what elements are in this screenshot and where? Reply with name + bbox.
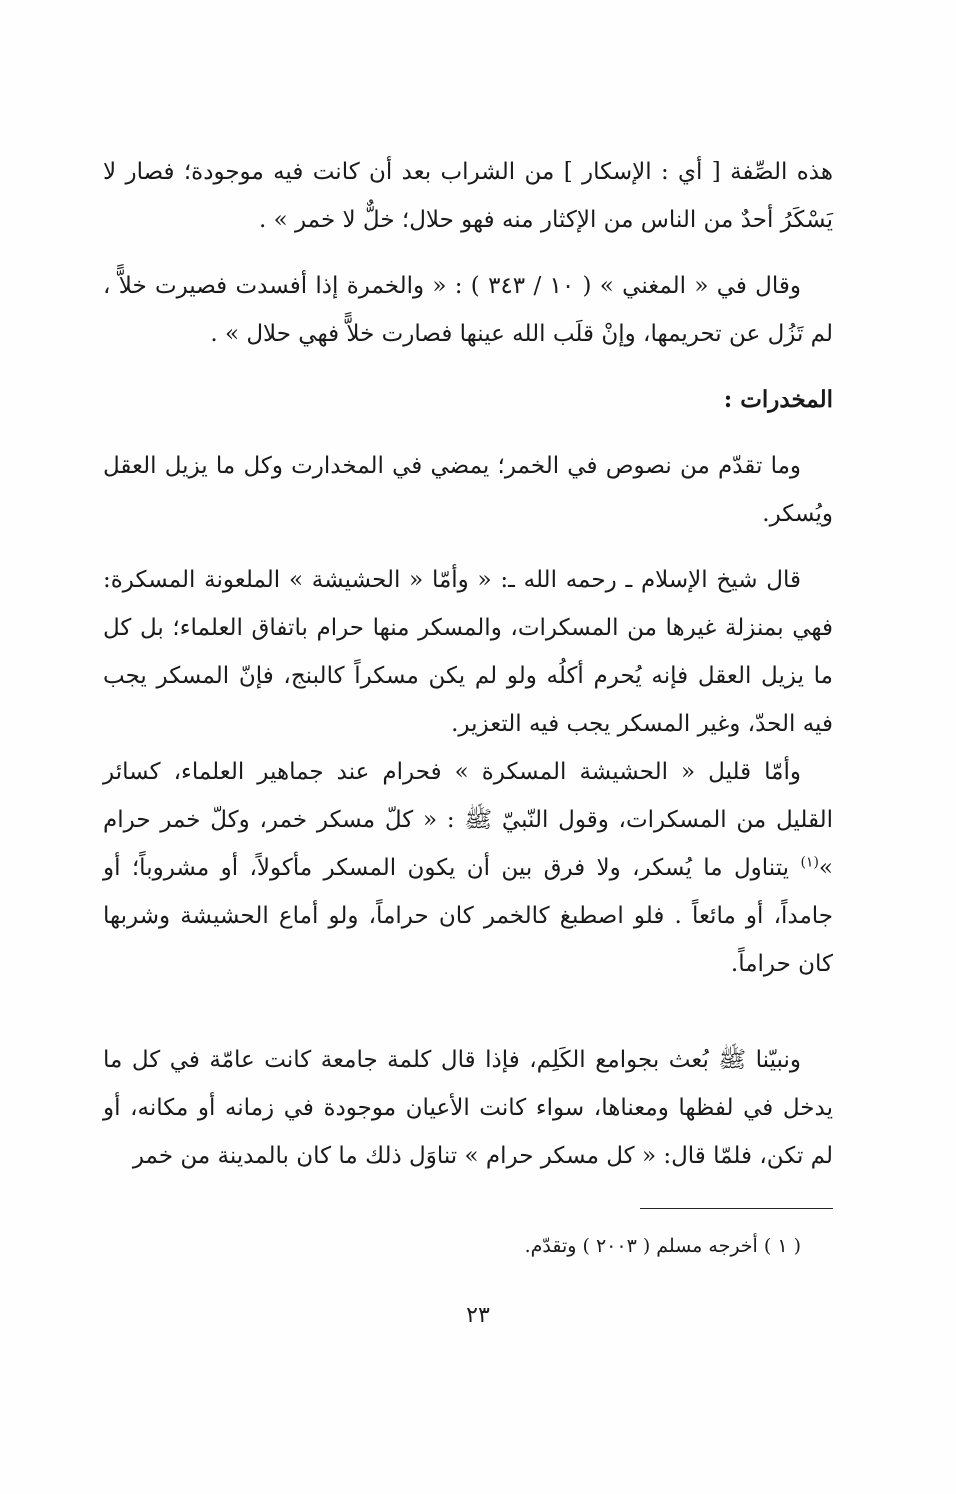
paragraph-4: قال شيخ الإسلام ـ رحمه الله ـ: « وأمّا « الحشيشة » الملعونة المسكرة: فهي بمنزلة غيرها من المسكرات، والمسكر منها حرام باتفاق العلماء؛ بل كل ما يزيل العقل فإنه يُحرم أكلُه ولو لم يكن مسكراً كالبنج، فإنّ المسكر يجب فيه الحدّ، وغير المسكر يجب فيه التعزير. — [103, 567, 833, 737]
paragraph-5-part-1: وأمّا قليل « الحشيشة المسكرة » فحرام عند جماهير العلماء، كسائر القليل من المسكرات، وقول النّبيّ ﷺ : « كلّ مسكر خمر، وكلّ خمر حرام » — [103, 759, 833, 881]
paragraph-2: وقال في « المغني » ( ١٠ / ٣٤٣ ) : « والخمرة إذا أفسدت فصيرت خلاًّ ، لم تَزُل عن تحريمها، وإنْ قلَب الله عينها فصارت خلاًّ فهي حلال » . — [103, 273, 833, 347]
footnote-reference[interactable]: (١) — [800, 854, 819, 871]
paragraph-6: ونبيّنا ﷺ بُعث بجوامع الكَلِم، فإذا قال كلمة جامعة كانت عامّة في كل ما يدخل في لفظها ومعناها، سواء كانت الأعيان موجودة في زمانه أو مكانه، أو لم تكن، فلمّا قال: « كل مسكر حرام » تناوَل ذلك ما كان بالمدينة من خمر — [103, 1047, 833, 1169]
footnote-divider — [640, 1208, 833, 1209]
footnote: ( ١ ) أخرجه مسلم ( ٢٠٠٣ ) وتقدّم. — [524, 1235, 801, 1257]
paragraph-5-part-2: يتناول ما يُسكر، ولا فرق بين أن يكون المسكر مأكولاً، أو مشروباً؛ أو جامداً، أو مائعاً . فلو اصطبغ كالخمر كان حراماً، ولو أماع الحشيشة وشربها كان حراماً. — [103, 855, 833, 977]
page-number: ٢٣ — [466, 1303, 490, 1328]
section-heading: المخدرات : — [723, 386, 833, 413]
paragraph-5 — [103, 748, 833, 988]
paragraph-3: وما تقدّم من نصوص في الخمر؛ يمضي في المخدارت وكل ما يزيل العقل ويُسكر. — [103, 453, 833, 527]
paragraph-1: هذه الصِّفة [ أي : الإسكار ] من الشراب بعد أن كانت فيه موجودة؛ فصار لا يَسْكَرُ أحدٌ من الناس من الإكثار منه فهو حلال؛ خلٌّ لا خمر » . — [103, 159, 833, 233]
